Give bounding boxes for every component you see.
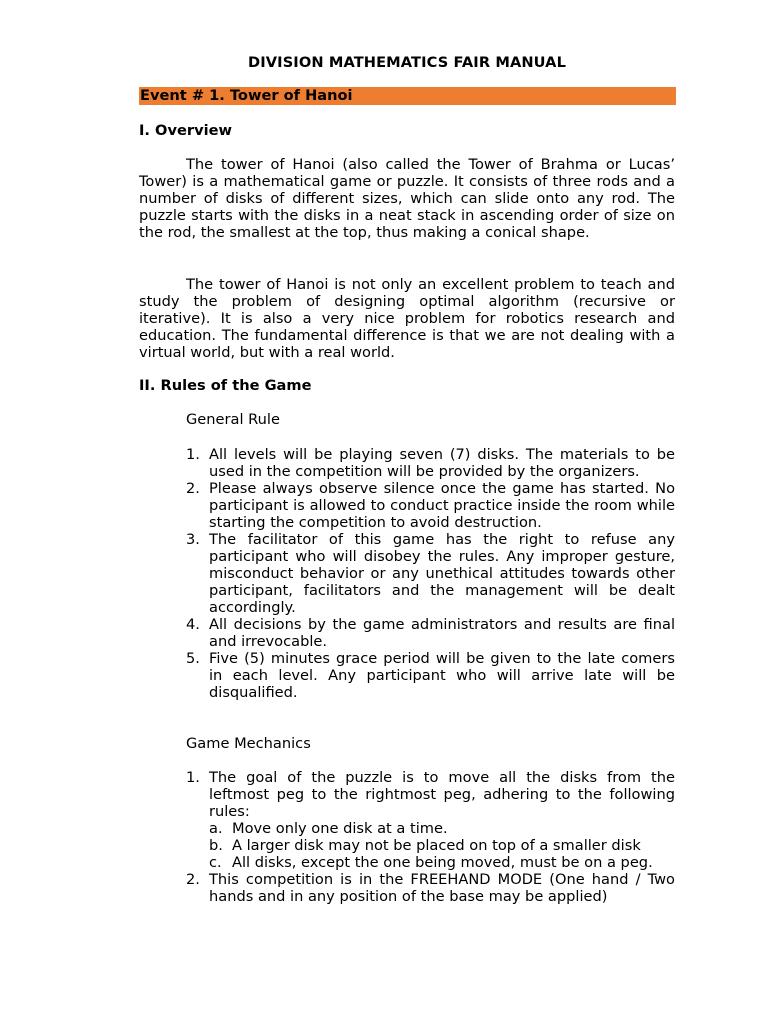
list-item bbox=[186, 650, 675, 701]
list-item-number: 2. bbox=[186, 871, 200, 888]
list-item-number: 2. bbox=[186, 480, 200, 497]
list-item-text: All levels will be playing seven (7) disks. The materials to be used in the competition will be provided by the organizers. bbox=[209, 446, 675, 480]
rules-heading: II. Rules of the Game bbox=[139, 377, 312, 394]
list-item-text: This competition is in the FREEHAND MODE (One hand / Two hands and in any position of the base may be applied) bbox=[209, 871, 675, 905]
general-rules-list bbox=[186, 446, 675, 701]
game-mechanics-label: Game Mechanics bbox=[186, 735, 311, 752]
list-item-text: Five (5) minutes grace period will be given to the late comers in each level. Any participant who will arrive late will be disqualified. bbox=[209, 650, 675, 701]
sub-list-item bbox=[186, 837, 675, 854]
sub-list-item-letter: c. bbox=[209, 854, 222, 871]
list-item-number: 4. bbox=[186, 616, 200, 633]
list-item-text: Please always observe silence once the game has started. No participant is allowed to conduct practice inside the room while starting the competition to avoid destruction. bbox=[209, 480, 675, 531]
event-title-bar bbox=[139, 87, 676, 105]
list-item-text: The facilitator of this game has the right to refuse any participant who will disobey the rules. Any improper gesture, misconduct behavior or any unethical attitudes towards other participant, facilitators and the management will be dealt accordingly. bbox=[209, 531, 675, 616]
list-item-number: 1. bbox=[186, 769, 200, 786]
sub-list-item-letter: a. bbox=[209, 820, 223, 837]
list-item-text: The goal of the puzzle is to move all the disks from the leftmost peg to the rightmost peg, adhering to the following rules: bbox=[209, 769, 675, 820]
sub-list-item-text: A larger disk may not be placed on top of a smaller disk bbox=[232, 837, 641, 854]
list-item bbox=[186, 531, 675, 616]
list-item bbox=[186, 871, 675, 905]
list-item bbox=[186, 446, 675, 480]
overview-paragraph-2-text: The tower of Hanoi is not only an excellent problem to teach and study the problem of designing optimal algorithm (recursive or iterative). It is also a very nice problem for robotics research and education. The fundamental difference is that we are not dealing with a virtual world, but with a real world. bbox=[139, 276, 675, 361]
sub-rules-list bbox=[186, 820, 675, 871]
overview-paragraph-2 bbox=[139, 276, 675, 361]
sub-list-item bbox=[186, 820, 675, 837]
event-title: Event # 1. Tower of Hanoi bbox=[140, 87, 353, 104]
overview-paragraph-1 bbox=[139, 156, 675, 241]
sub-list-item bbox=[186, 854, 675, 871]
document-title: DIVISION MATHEMATICS FAIR MANUAL bbox=[248, 54, 566, 71]
overview-paragraph-1-text: The tower of Hanoi (also called the Tower of Brahma or Lucas’ Tower) is a mathematical game or puzzle. It consists of three rods and a number of disks of different sizes, which can slide onto any rod. The puzzle starts with the disks in a neat stack in ascending order of size on the rod, the smallest at the top, thus making a conical shape. bbox=[139, 156, 675, 241]
list-item-number: 5. bbox=[186, 650, 200, 667]
list-item-number: 1. bbox=[186, 446, 200, 463]
list-item bbox=[186, 480, 675, 531]
sub-list-item-text: Move only one disk at a time. bbox=[232, 820, 448, 837]
list-item bbox=[186, 769, 675, 871]
overview-heading: I. Overview bbox=[139, 122, 232, 139]
general-rule-label: General Rule bbox=[186, 411, 280, 428]
list-item-text: All decisions by the game administrators and results are final and irrevocable. bbox=[209, 616, 675, 650]
sub-list-item-text: All disks, except the one being moved, must be on a peg. bbox=[232, 854, 653, 871]
list-item bbox=[186, 616, 675, 650]
game-mechanics-list bbox=[186, 769, 675, 905]
list-item-number: 3. bbox=[186, 531, 200, 548]
sub-list-item-letter: b. bbox=[209, 837, 223, 854]
